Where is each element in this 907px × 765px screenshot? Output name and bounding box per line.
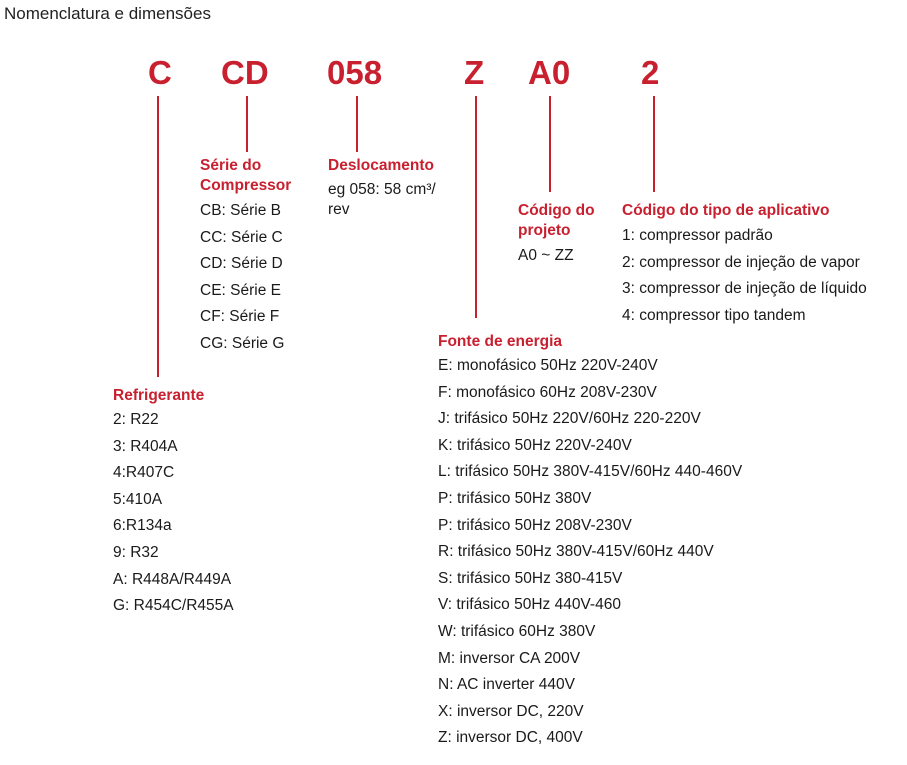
list-item: A: R448A/R449A	[113, 570, 232, 588]
power-section	[438, 332, 742, 752]
code-series: CD	[221, 54, 269, 91]
list-item: E: monofásico 50Hz 220V-240V	[438, 357, 658, 374]
project-heading-line1: Código do	[518, 202, 595, 219]
app-type-heading: Código do tipo de aplicativo	[622, 202, 830, 219]
project-section	[518, 201, 595, 270]
series-list	[200, 198, 291, 358]
list-item: P: trifásico 50Hz 208V-230V	[438, 516, 632, 534]
list-item: 4: compressor tipo tandem	[622, 306, 806, 324]
series-heading	[200, 156, 291, 196]
app-type-section	[622, 201, 867, 329]
list-item: CB: Série B	[200, 202, 281, 219]
connector-power	[475, 96, 477, 318]
code-power: Z	[464, 54, 485, 91]
list-item: 3: compressor de injeção de líquido	[622, 280, 867, 298]
list-item: L: trifásico 50Hz 380V-415V/60Hz 440-460V	[438, 463, 743, 481]
code-refrigerant: C	[148, 54, 172, 91]
list-item: M: inversor CA 200V	[438, 649, 581, 667]
list-item: V: trifásico 50Hz 440V-460	[438, 596, 621, 614]
list-item: Z: inversor DC, 400V	[438, 729, 583, 747]
connector-displacement	[356, 96, 358, 152]
list-item: 9: R32	[113, 543, 159, 561]
refrigerant-list	[113, 407, 234, 620]
page-title: Nomenclatura e dimensões	[4, 4, 211, 23]
connector-project	[549, 96, 551, 192]
displacement-section	[328, 156, 436, 220]
series-heading-line2: Compressor	[200, 177, 292, 194]
list-item: 5:410A	[113, 490, 163, 508]
displacement-desc	[328, 180, 436, 220]
list-item: N: AC inverter 440V	[438, 676, 575, 694]
list-item: F: monofásico 60Hz 208V-230V	[438, 383, 657, 401]
list-item: 4:R407C	[113, 464, 175, 482]
series-section	[200, 156, 291, 358]
code-displacement: 058	[327, 54, 383, 91]
connector-refrigerant	[157, 96, 159, 377]
list-item: CE: Série E	[200, 281, 281, 299]
list-item: 6:R134a	[113, 517, 172, 535]
list-item: CD: Série D	[200, 255, 283, 273]
refrigerant-heading: Refrigerante	[113, 387, 205, 404]
list-item: X: inversor DC, 220V	[438, 702, 584, 720]
series-heading-line1: Série do	[200, 157, 262, 174]
connector-app-type	[653, 96, 655, 192]
power-list	[438, 353, 742, 752]
list-item: J: trifásico 50Hz 220V/60Hz 220-220V	[438, 410, 701, 428]
list-item: 1: compressor padrão	[622, 227, 773, 244]
list-item: P: trifásico 50Hz 380V	[438, 489, 592, 507]
list-item: CC: Série C	[200, 228, 283, 246]
list-item: S: trifásico 50Hz 380-415V	[438, 569, 623, 587]
power-heading: Fonte de energia	[438, 333, 563, 350]
list-item: K: trifásico 50Hz 220V-240V	[438, 436, 632, 454]
code-project: A0	[528, 54, 571, 91]
list-item: W: trifásico 60Hz 380V	[438, 622, 596, 640]
refrigerant-section	[113, 386, 234, 620]
project-heading	[518, 201, 595, 241]
list-item: CF: Série F	[200, 308, 280, 326]
displacement-desc-line2: rev	[328, 201, 350, 218]
project-value: A0 ~ ZZ	[518, 247, 574, 264]
project-heading-line2: projeto	[518, 222, 571, 239]
displacement-heading: Deslocamento	[328, 157, 434, 174]
app-type-list	[622, 223, 867, 329]
list-item: CG: Série G	[200, 334, 285, 352]
list-item: R: trifásico 50Hz 380V-415V/60Hz 440V	[438, 543, 714, 561]
list-item: 2: compressor de injeção de vapor	[622, 253, 860, 271]
list-item: 2: R22	[113, 411, 159, 428]
list-item: G: R454C/R455A	[113, 597, 234, 615]
list-item: 3: R404A	[113, 437, 178, 455]
connector-series	[246, 96, 248, 152]
code-app-type: 2	[641, 54, 660, 91]
displacement-desc-line1: eg 058: 58 cm³/	[328, 181, 436, 198]
